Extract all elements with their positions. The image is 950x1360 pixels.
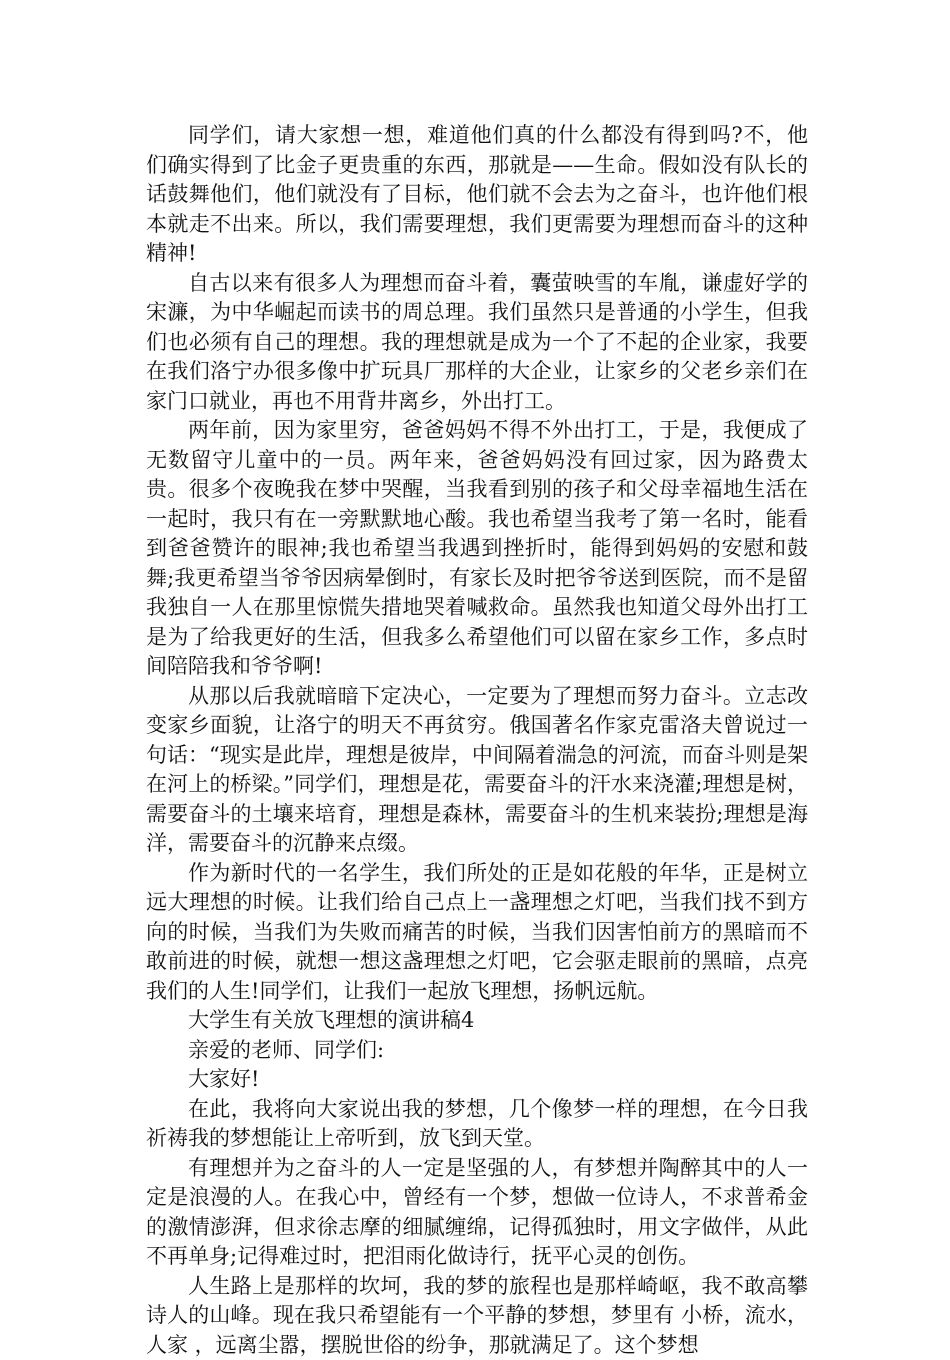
paragraph-5: 作为新时代的一名学生，我们所处的正是如花般的年华，正是树立远大理想的时候。让我们给自己点上一盏理想之灯吧，当我们找不到方向的时候，当我们为失败而痛苦的时候，当我们因害怕前方的黑暗而不敢前进的时候，就想一想这盏理想之灯吧，它会驱走眼前的黑暗，点亮我们的人生!同学们，让我们一起放飞理想，扬帆远航。 xyxy=(146,859,808,1007)
paragraph-2: 自古以来有很多人为理想而奋斗着，囊萤映雪的车胤，谦虚好学的宋濂，为中华崛起而读书的周总理。我们虽然只是普通的小学生，但我们也必须有自己的理想。我的理想就是成为一个了不起的企业家，我要在我们洛宁办很多像中扩玩具厂那样的大企业，让家乡的父老乡亲们在家门口就业，再也不用背井离乡，外出打工。 xyxy=(146,269,808,417)
section-title: 大学生有关放飞理想的演讲稿4 xyxy=(146,1006,808,1036)
greeting: 大家好! xyxy=(146,1065,808,1095)
paragraph-1: 同学们，请大家想一想，难道他们真的什么都没有得到吗?不，他们确实得到了比金子更贵重的东西，那就是——生命。假如没有队长的话鼓舞他们，他们就没有了目标，他们就不会去为之奋斗，也许他们根本就走不出来。所以，我们需要理想，我们更需要为理想而奋斗的这种精神! xyxy=(146,121,808,269)
paragraph-6: 在此，我将向大家说出我的梦想，几个像梦一样的理想，在今日我祈祷我的梦想能让上帝听到，放飞到天堂。 xyxy=(146,1095,808,1154)
salutation: 亲爱的老师、同学们: xyxy=(146,1036,808,1066)
paragraph-7: 有理想并为之奋斗的人一定是坚强的人，有梦想并陶醉其中的人一定是浪漫的人。在我心中，曾经有一个梦，想做一位诗人，不求普希金的激情澎湃，但求徐志摩的细腻缠绵，记得孤独时，用文字做伴，从此不再单身;记得难过时，把泪雨化做诗行，抚平心灵的创伤。 xyxy=(146,1154,808,1272)
paragraph-4: 从那以后我就暗暗下定决心，一定要为了理想而努力奋斗。立志改变家乡面貌，让洛宁的明天不再贫穷。俄国著名作家克雷洛夫曾说过一句话：“现实是此岸，理想是彼岸，中间隔着湍急的河流，而奋斗则是架在河上的桥梁。”同学们，理想是花，需要奋斗的汗水来浇灌;理想是树，需要奋斗的土壤来培育，理想是森林，需要奋斗的生机来装扮;理想是海洋，需要奋斗的沉静来点缀。 xyxy=(146,682,808,859)
paragraph-3: 两年前，因为家里穷，爸爸妈妈不得不外出打工，于是，我便成了无数留守儿童中的一员。两年来，爸爸妈妈没有回过家，因为路费太贵。很多个夜晚我在梦中哭醒，当我看到别的孩子和父母幸福地生活在一起时，我只有在一旁默默地心酸。我也希望当我考了第一名时，能看到爸爸赞许的眼神;我也希望当我遇到挫折时，能得到妈妈的安慰和鼓舞;我更希望当爷爷因病晕倒时，有家长及时把爷爷送到医院，而不是留我独自一人在那里惊慌失措地哭着喊救命。虽然我也知道父母外出打工是为了给我更好的生活，但我多么希望他们可以留在家乡工作，多点时间陪陪我和爷爷啊! xyxy=(146,416,808,682)
document-page xyxy=(146,121,808,1360)
paragraph-8: 人生路上是那样的坎坷，我的梦的旅程也是那样崎岖，我不敢高攀诗人的山峰。现在我只希望能有一个平静的梦想，梦里有 小桥，流水，人家 ，远离尘嚣，摆脱世俗的纷争，那就满足了。这个梦想 xyxy=(146,1272,808,1360)
